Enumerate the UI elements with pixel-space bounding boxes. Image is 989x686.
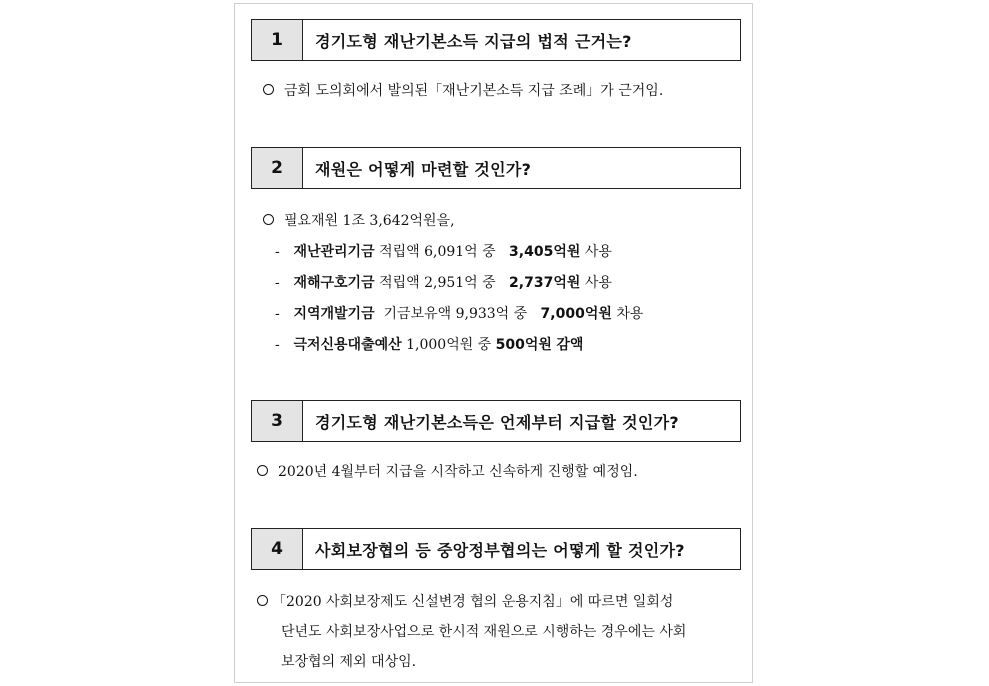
- answer-line: [281, 651, 416, 671]
- answer-text: 「2020 사회보장제도 신설변경 협의 운용지침」에 따르면 일회성: [272, 594, 674, 610]
- fund-action: 사용: [584, 275, 612, 291]
- question-title: 재원은 어떻게 마련할 것인가?: [315, 159, 532, 179]
- fund-item: [275, 303, 643, 323]
- answer-line: [281, 621, 686, 641]
- question-header-1: [251, 19, 741, 61]
- answer-text: 필요재원 1조 3,642억원을,: [284, 213, 455, 229]
- question-header-3: [251, 400, 741, 442]
- answer-text: 단년도 사회보장사업으로 한시적 재원으로 시행하는 경우에는 사회: [281, 624, 687, 640]
- fund-desc: 적립액 6,091억 중: [379, 244, 496, 260]
- question-title: 사회보장협의 등 중앙정부협의는 어떻게 할 것인가?: [315, 540, 685, 560]
- fund-desc: 적립액 2,951억 중: [379, 275, 496, 291]
- question-number: 1: [252, 20, 303, 60]
- answer-text: 보장협의 제외 대상임.: [281, 654, 417, 670]
- dash-marker: -: [275, 275, 280, 291]
- dash-marker: -: [275, 337, 280, 353]
- question-title: 경기도형 재난기본소득 지급의 법적 근거는?: [315, 31, 632, 51]
- fund-desc: 1,000억원 중: [406, 337, 492, 353]
- answer-line: [257, 591, 673, 611]
- fund-name: 지역개발기금: [293, 306, 375, 322]
- question-title: 경기도형 재난기본소득은 언제부터 지급할 것인가?: [315, 412, 679, 432]
- fund-amount: 2,737억원: [509, 275, 581, 291]
- circle-bullet-icon: [257, 465, 268, 476]
- question-header-4: [251, 528, 741, 570]
- question-number: 2: [252, 148, 303, 188]
- fund-item: [275, 272, 612, 292]
- fund-name: 극저신용대출예산: [293, 337, 402, 353]
- fund-action: 사용: [584, 244, 612, 260]
- question-header-2: [251, 147, 741, 189]
- circle-bullet-icon: [257, 595, 268, 606]
- fund-amount: 7,000억원: [540, 306, 612, 322]
- fund-amount: 500억원: [495, 337, 552, 353]
- fund-desc: 기금보유액 9,933억 중: [383, 306, 528, 322]
- document-page: [234, 3, 753, 683]
- answer-paragraph-3: [257, 461, 638, 481]
- fund-action: 감액: [556, 337, 584, 353]
- answer-text: 2020년 4월부터 지급을 시작하고 신속하게 진행할 예정임.: [278, 464, 638, 480]
- fund-name: 재난관리기금: [293, 244, 375, 260]
- fund-action: 차용: [616, 306, 644, 322]
- dash-marker: -: [275, 306, 280, 322]
- circle-bullet-icon: [263, 84, 274, 95]
- fund-amount: 3,405억원: [509, 244, 581, 260]
- fund-name: 재해구호기금: [293, 275, 375, 291]
- fund-item: [275, 334, 583, 354]
- question-number: 4: [252, 529, 303, 569]
- fund-item: [275, 241, 612, 261]
- answer-intro: [263, 210, 455, 230]
- circle-bullet-icon: [263, 214, 274, 225]
- answer-paragraph-1: [263, 80, 663, 100]
- dash-marker: -: [275, 244, 280, 260]
- answer-text: 금회 도의회에서 발의된「재난기본소득 지급 조례」가 근거임.: [284, 83, 664, 99]
- question-number: 3: [252, 401, 303, 441]
